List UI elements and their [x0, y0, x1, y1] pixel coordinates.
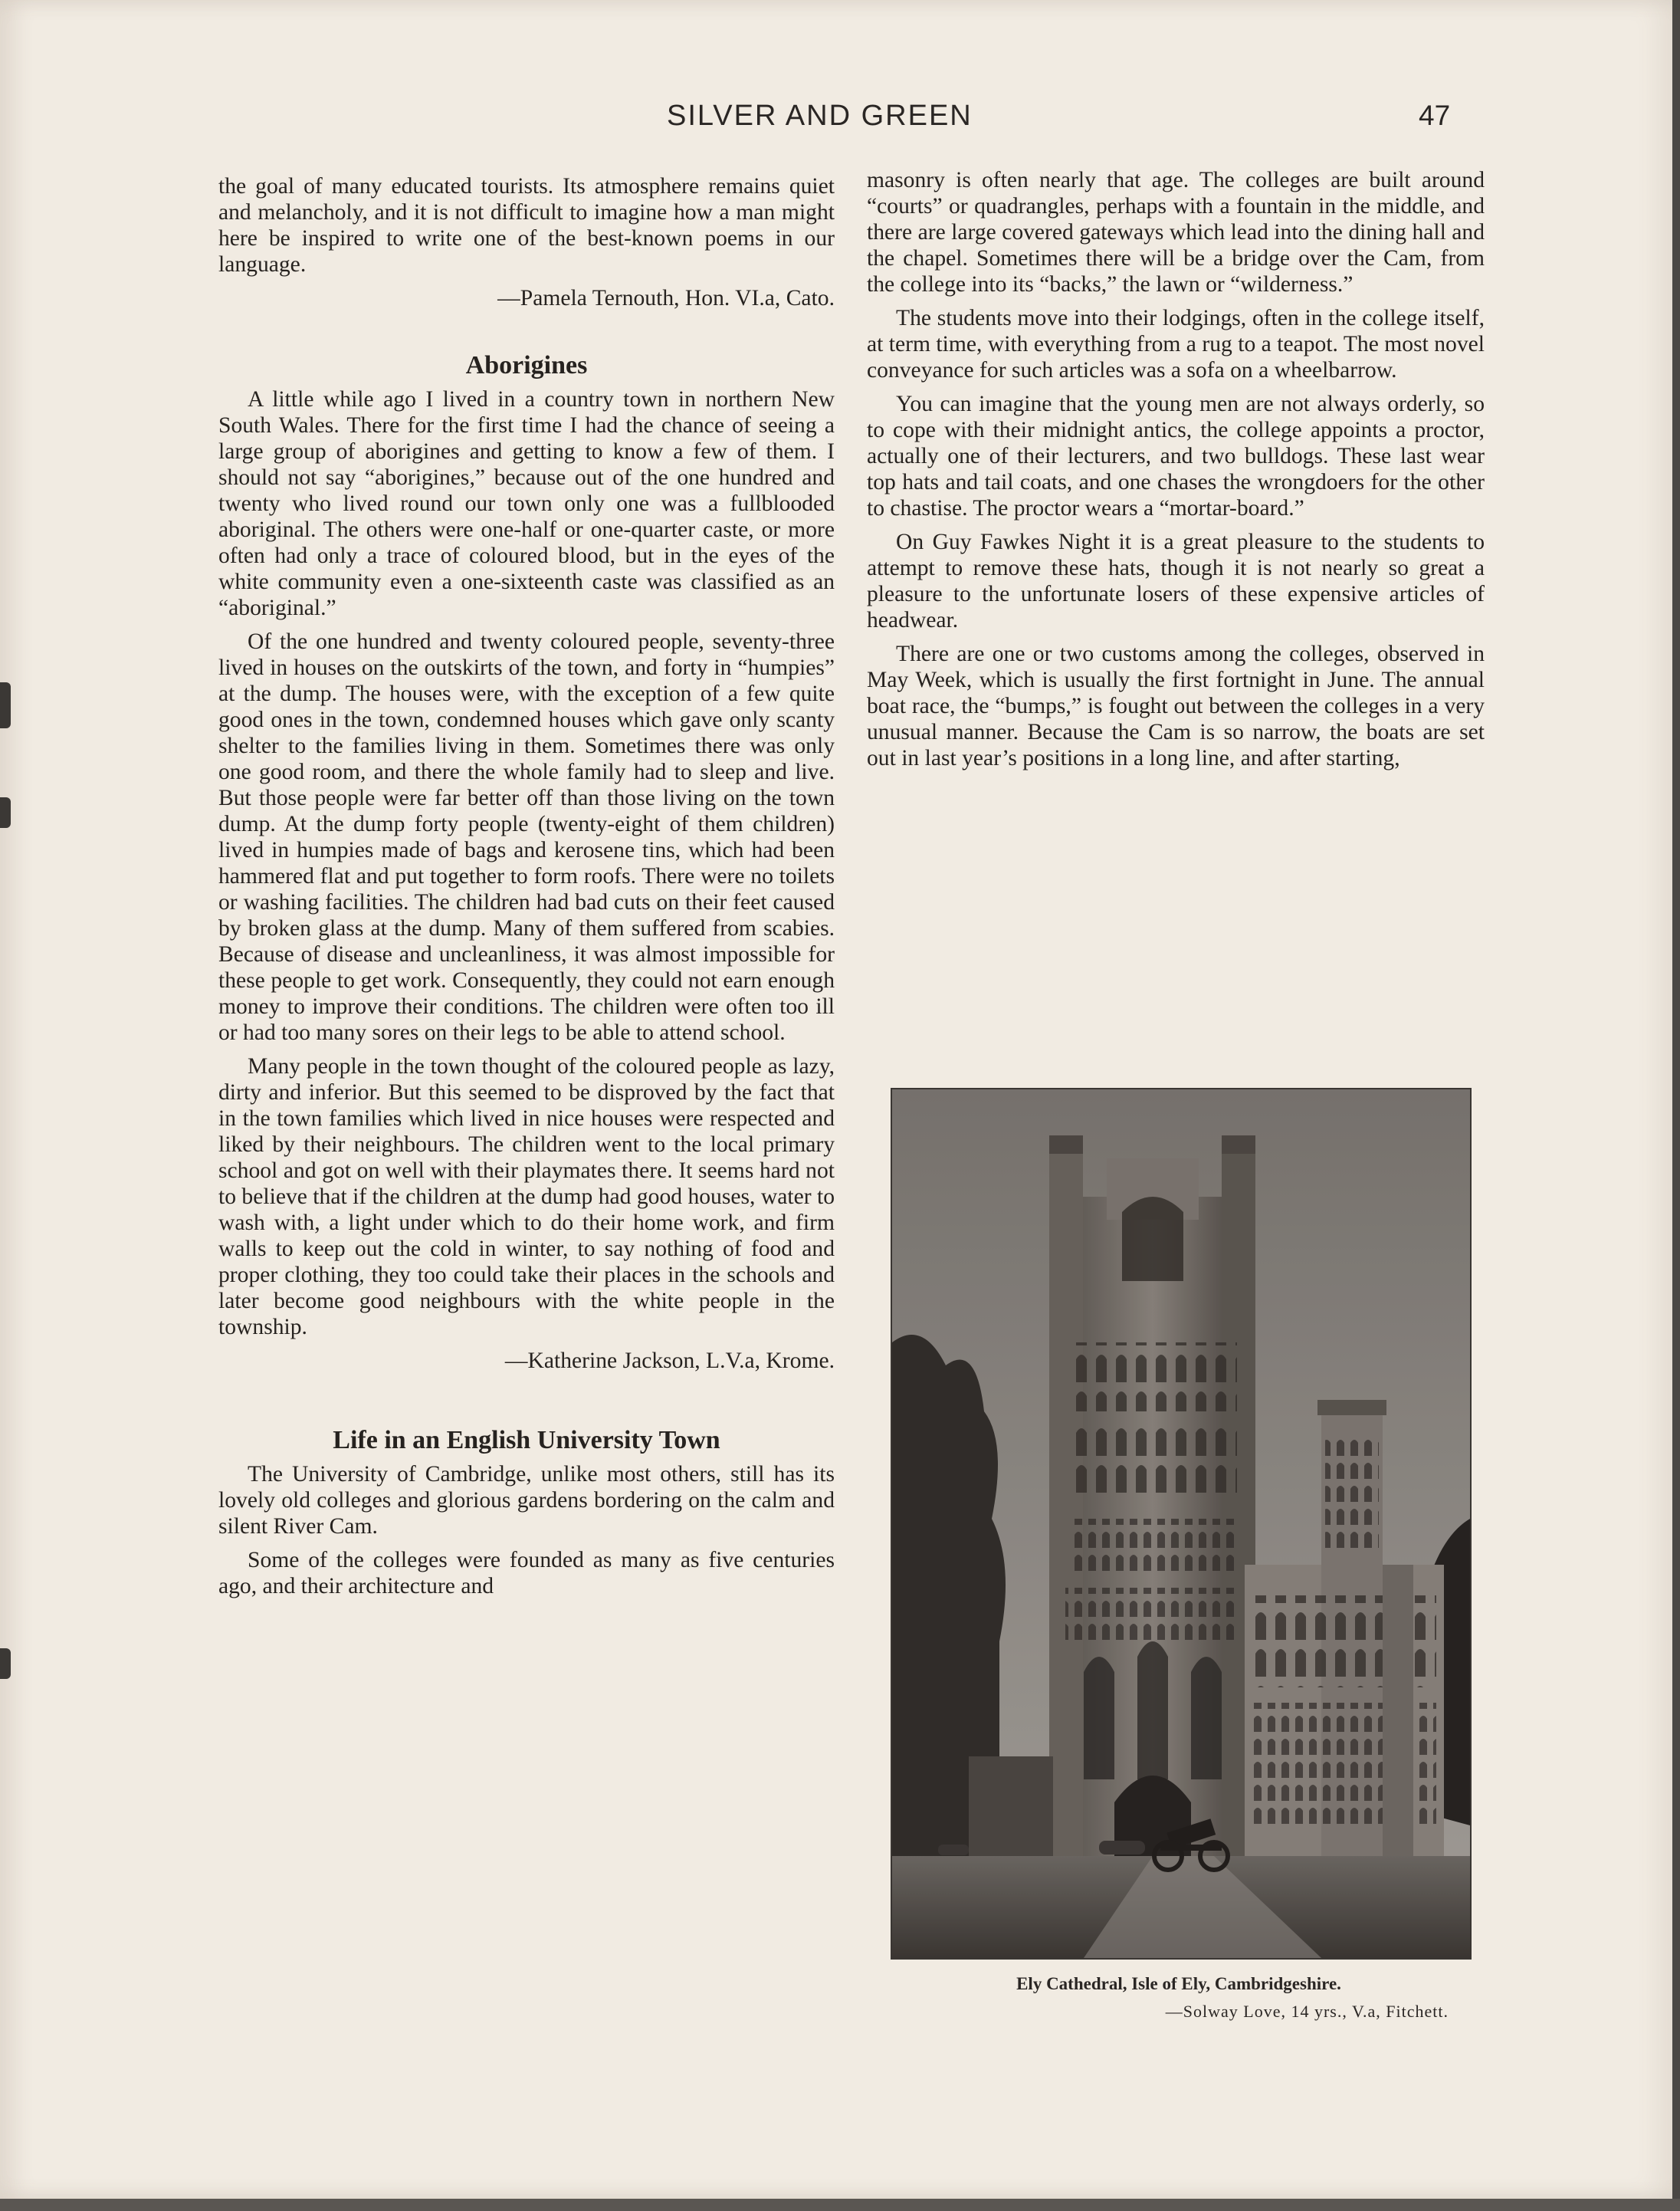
- binding-hole: [0, 797, 11, 828]
- binding-hole: [0, 682, 11, 728]
- life-paragraph-1: The University of Cambridge, unlike most others, still has its lovely old colleges and glorious gardens bordering on the calm and silent River Cam.: [218, 1462, 835, 1539]
- left-column: [218, 173, 835, 1599]
- page-number: 47: [1419, 100, 1451, 131]
- photo-credit: —Solway Love, 14 yrs., V.a, Fitchett.: [1165, 2002, 1449, 2021]
- aborigines-paragraph-1: A little while ago I lived in a country town in northern New South Wales. There for the first time I had the chance of seeing a large group of aborigines and getting to know a few of them. I should not say “aborigines,” because out of the one hundred and twenty who lived round our town only one was a fullblooded aboriginal. The others were one-half or one-quarter caste, or more often had only a trace of coloured blood, but in the eyes of the white community even a one-sixteenth caste was classified as an “aboriginal.”: [218, 387, 835, 620]
- university-paragraph-5: You can imagine that the young men are not always orderly, so to cope with their midnight antics, the college appoints a proctor, actually one of their lecturers, and two bulldogs. These last wear top hats and tail coats, and one chases the wrongdoers for the other to chastise. The proctor wears a “mortar-board.”: [867, 392, 1485, 521]
- university-paragraph-3: masonry is often nearly that age. The colleges are built around “courts” or quadrangles, perhaps with a fountain in the middle, and there are large covered gateways which lead into the dining hall and the chapel. Sometimes there will be a bridge over the Cam, from the college into its “backs,” the lawn or “wilderness.”: [867, 168, 1485, 297]
- aborigines-heading: Aborigines: [465, 351, 588, 379]
- intro-paragraph: the goal of many educated tourists. Its atmosphere remains quiet and melancholy, and it is not difficult to imagine how a man might here be inspired to write one of the best-known poems in our language.: [218, 174, 835, 277]
- aborigines-paragraph-3: Many people in the town thought of the coloured people as lazy, dirty and inferior. But this seemed to be disproved by the fact that in the town families which lived in nice houses were respected and liked by their neighbours. The children went to the local primary school and got on well with their playmates there. It seems hard not to believe that if the children at the dump had good houses, water to wash with, a light under which to do their home work, and firm walls to keep out the cold in winter, to say nothing of food and proper clothing, they too could take their places in the schools and later become good neighbours with the white people in the township.: [218, 1054, 835, 1339]
- binding-hole: [0, 1648, 11, 1679]
- cathedral-illustration: [892, 1089, 1470, 1958]
- university-paragraph-4: The students move into their lodgings, often in the college itself, at term time, with everything from a rug to a teapot. The most novel conveyance for such articles was a sofa on a wheelbarrow.: [867, 306, 1485, 383]
- life-heading: Life in an English University Town: [333, 1426, 720, 1454]
- university-paragraph-7: There are one or two customs among the colleges, observed in May Week, which is usually the first fortnight in June. The annual boat race, the “bumps,” is fought out between the colleges in a very unusual manner. Because the Cam is so narrow, the boats are set out in last year’s positions in a long line, and after starting,: [867, 642, 1485, 770]
- intro-signature: —Pamela Ternouth, Hon. VI.a, Cato.: [497, 286, 835, 310]
- running-header-title: SILVER AND GREEN: [667, 100, 973, 132]
- aborigines-signature: —Katherine Jackson, L.V.a, Krome.: [504, 1349, 835, 1373]
- life-paragraph-2: Some of the colleges were founded as many as five centuries ago, and their architecture and: [218, 1548, 835, 1598]
- university-paragraph-6: On Guy Fawkes Night it is a great pleasure to the students to attempt to remove these hats, though it is not nearly so great a pleasure to the unfortunate losers of these expensive articles of headwear.: [867, 530, 1485, 632]
- aborigines-paragraph-2: Of the one hundred and twenty coloured people, seventy-three lived in houses on the outskirts of the town, and forty in “humpies” at the dump. The houses were, with the exception of a few quite good ones in the town, condemned houses which gave only scanty shelter to the families living in them. Sometimes there was only one good room, and there the whole family had to sleep and live. But those people were far better off than those living on the town dump. At the dump forty people (twenty-eight of them children) lived in humpies made of bags and kerosene tins, which had been hammered flat and put together to form roofs. There were no toilets or washing facilities. The children had bad cuts on their feet caused by broken glass at the dump. Many of them suffered from scabies. Because of disease and uncleanliness, it was almost impossible for these people to get work. Consequently, they could not earn enough money to improve their conditions. The children were often too ill or had too many sores on their legs to be able to attend school.: [218, 629, 835, 1045]
- page-edge: [0, 2199, 1680, 2211]
- photo-caption: Ely Cathedral, Isle of Ely, Cambridgeshire.: [1016, 1974, 1341, 1993]
- ely-cathedral-photo: [891, 1088, 1472, 1960]
- right-column: [867, 167, 1485, 771]
